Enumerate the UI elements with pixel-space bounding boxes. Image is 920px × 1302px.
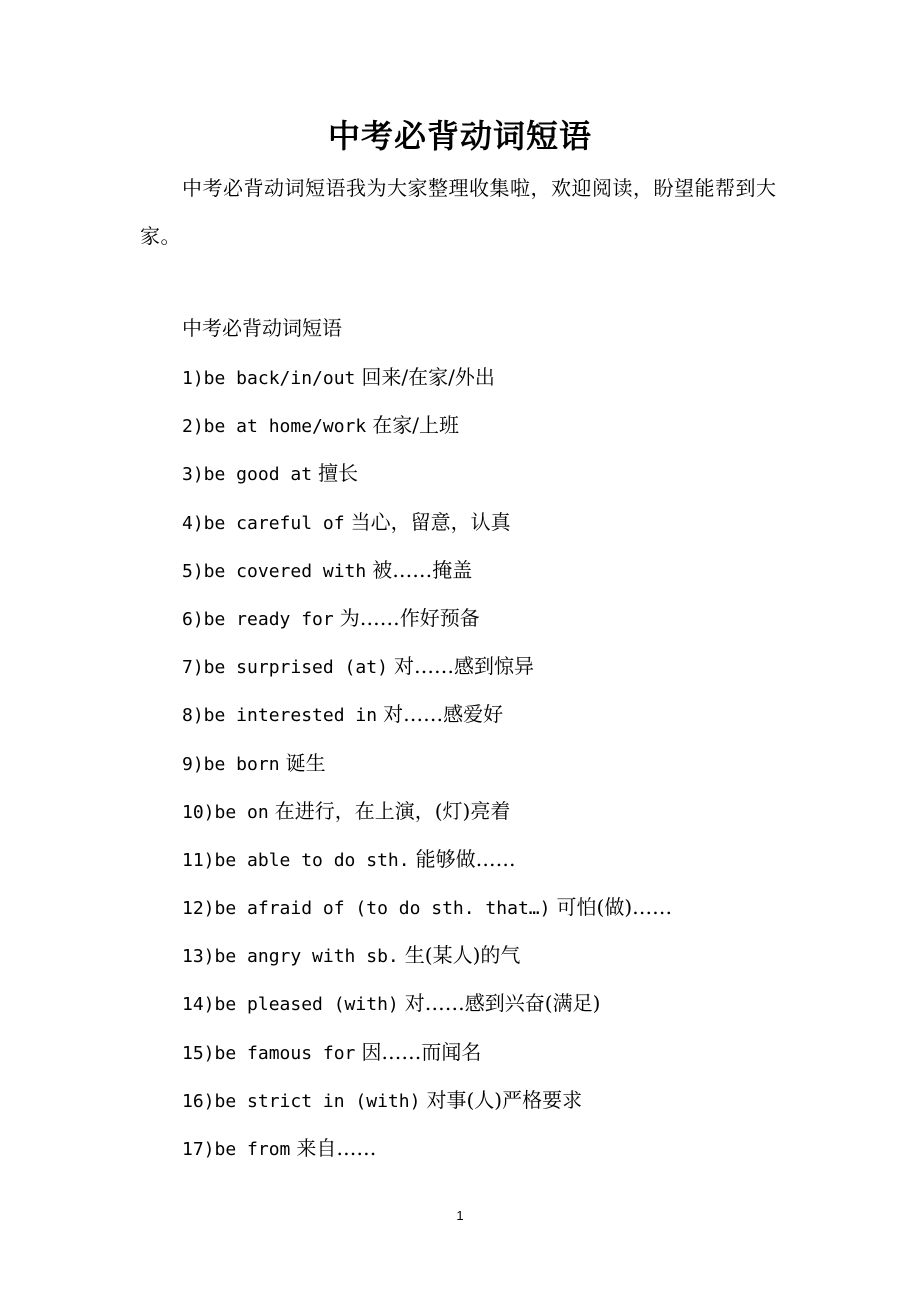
phrase-chinese: 对……感爱好 [383,702,504,727]
phrase-item [182,646,672,694]
phrase-item [182,694,672,742]
phrase-chinese: 回来/在家/外出 [361,365,495,389]
phrase-item [182,743,672,791]
phrase-chinese: 因……而闻名 [361,1039,482,1064]
phrase-item [182,1032,672,1080]
section-heading: 中考必背动词短语 [182,316,342,340]
phrase-chinese: 被……掩盖 [372,557,473,582]
phrase-item [182,791,672,839]
phrase-english: 1)be back/in/out [182,368,356,389]
phrase-item [182,887,672,935]
page-title: 中考必背动词短语 [327,117,592,155]
intro-paragraph: 中考必背动词短语我为大家整理收集啦，欢迎阅读，盼望能帮到大家。 [140,176,777,248]
phrase-chinese: 诞生 [285,750,326,775]
phrase-item [182,1128,672,1176]
phrase-english: 8)be interested in [182,705,378,727]
phrase-english: 9)be born [182,753,280,775]
page-number: 1 [456,1208,464,1223]
phrase-english: 12)be afraid of (to do sth. that…) [182,898,551,920]
phrase-english: 6)be ready for [182,608,334,630]
phrase-chinese: 擅长 [318,461,359,486]
phrase-english: 14)be pleased (with) [182,994,399,1016]
phrase-item [182,935,672,983]
phrase-chinese: 对事(人)严格要求 [426,1087,583,1112]
phrase-chinese: 为……作好预备 [339,605,480,630]
phrase-english: 7)be surprised (at) [182,657,388,679]
phrase-chinese: 可怕(做)…… [556,895,673,920]
phrase-item [182,405,672,453]
phrase-item [182,550,672,598]
phrase-item [182,983,672,1031]
phrase-chinese: 来自…… [296,1136,377,1160]
phrase-english: 16)be strict in (with) [182,1090,421,1112]
phrase-english: 13)be angry with sb. [182,946,399,968]
phrase-chinese: 对……感到兴奋(满足) [404,991,601,1016]
phrase-chinese: 当心，留意，认真 [350,509,511,534]
phrase-item [182,453,672,501]
phrase-item [182,839,672,887]
phrase-english: 15)be famous for [182,1042,356,1064]
phrase-english: 3)be good at [182,464,313,486]
phrase-chinese: 生(某人)的气 [404,943,521,968]
phrase-item [182,357,672,405]
phrase-chinese: 能够做…… [415,846,516,871]
phrase-item [182,1080,672,1128]
phrase-english: 11)be able to do sth. [182,849,410,871]
phrase-chinese: 在家/上班 [372,413,460,438]
phrase-chinese: 在进行，在上演，(灯)亮着 [274,798,511,823]
phrase-chinese: 对……感到惊异 [393,654,534,679]
phrase-english: 4)be careful of [182,512,345,534]
phrase-english: 17)be from [182,1139,291,1160]
phrase-list [182,357,672,1176]
phrase-item [182,598,672,646]
phrase-english: 5)be covered with [182,560,367,582]
phrase-item [182,502,672,550]
phrase-english: 10)be on [182,801,269,823]
phrase-english: 2)be at home/work [182,416,367,438]
